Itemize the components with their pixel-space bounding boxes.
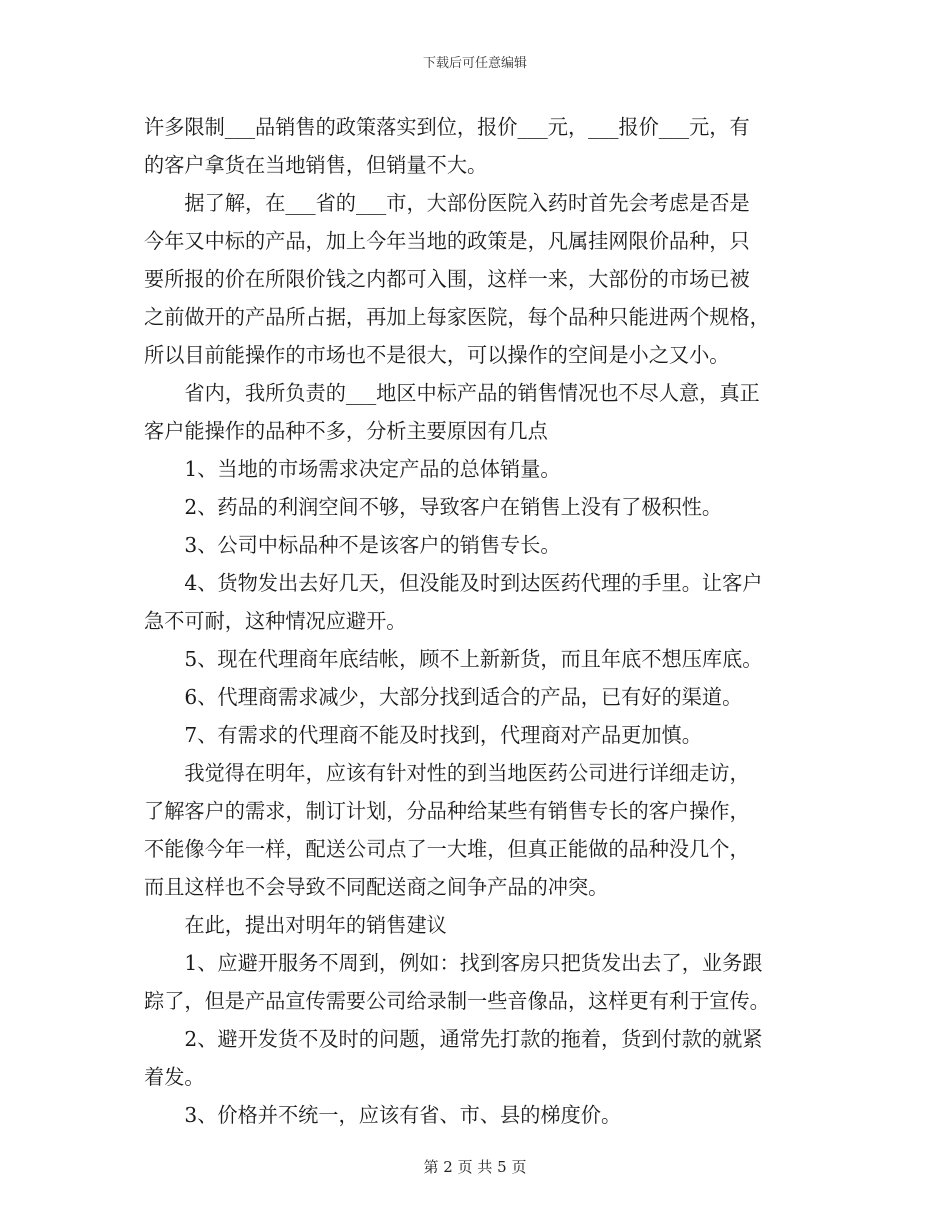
text-line: 6、代理商需求减少，大部分找到适合的产品，已有好的渠道。 — [144, 685, 743, 709]
page-footer: 第 2 页 共 5 页 — [423, 1158, 527, 1176]
text-line: 着发。 — [144, 1065, 205, 1089]
text-line: 3、公司中标品种不是该客户的销售专长。 — [144, 533, 561, 557]
text-line: 急不可耐，这种情况应避开。 — [144, 609, 407, 633]
text-line: 而且这样也不会导致不同配送商之间争产品的冲突。 — [144, 875, 609, 899]
document-body — [144, 108, 806, 1134]
text-line: 4、货物发出去好几天，但没能及时到达医药代理的手里。让客户 — [144, 571, 763, 595]
text-line: 2、药品的利润空间不够，导致客户在销售上没有了极积性。 — [144, 495, 723, 519]
text-line: 踪了，但是产品宣传需要公司给录制一些音像品，这样更有利于宣传。 — [144, 989, 770, 1013]
text-line: 3、价格并不统一，应该有省、市、县的梯度价。 — [144, 1103, 622, 1127]
text-line: 我觉得在明年，应该有针对性的到当地医药公司进行详细走访， — [144, 761, 750, 785]
text-line: 1、应避开服务不周到，例如：找到客房只把货发出去了，业务跟 — [144, 951, 763, 975]
text-line: 之前做开的产品所占据，再加上每家医院，每个品种只能进两个规格， — [144, 305, 770, 329]
text-line: 要所报的价在所限价钱之内都可入围，这样一来，大部份的市场已被 — [144, 267, 750, 291]
text-line: 据了解，在___省的___市，大部份医院入药时首先会考虑是否是 — [144, 191, 750, 215]
text-line: 客户能操作的品种不多，分析主要原因有几点 — [144, 419, 548, 443]
text-line: 许多限制___品销售的政策落实到位，报价___元，___报价___元，有 — [144, 115, 750, 139]
text-line: 今年又中标的产品，加上今年当地的政策是，凡属挂网限价品种，只 — [144, 229, 750, 253]
text-line: 了解客户的需求，制订计划，分品种给某些有销售专长的客户操作， — [144, 799, 750, 823]
page-header: 下载后可任意编辑 — [422, 56, 527, 71]
text-line: 的客户拿货在当地销售，但销量不大。 — [144, 153, 488, 177]
text-line: 7、有需求的代理商不能及时找到，代理商对产品更加慎。 — [144, 723, 702, 747]
text-line: 1、当地的市场需求决定产品的总体销量。 — [144, 457, 561, 481]
text-line: 2、避开发货不及时的问题，通常先打款的拖着，货到付款的就紧 — [144, 1027, 763, 1051]
text-line: 省内，我所负责的___地区中标产品的销售情况也不尽人意，真正 — [144, 381, 760, 405]
text-line: 不能像今年一样，配送公司点了一大堆，但真正能做的品种没几个， — [144, 837, 750, 861]
text-line: 5、现在代理商年底结帐，顾不上新新货，而且年底不想压库底。 — [144, 647, 763, 671]
text-line: 在此，提出对明年的销售建议 — [144, 913, 447, 937]
text-line: 所以目前能操作的市场也不是很大，可以操作的空间是小之又小。 — [144, 343, 730, 367]
